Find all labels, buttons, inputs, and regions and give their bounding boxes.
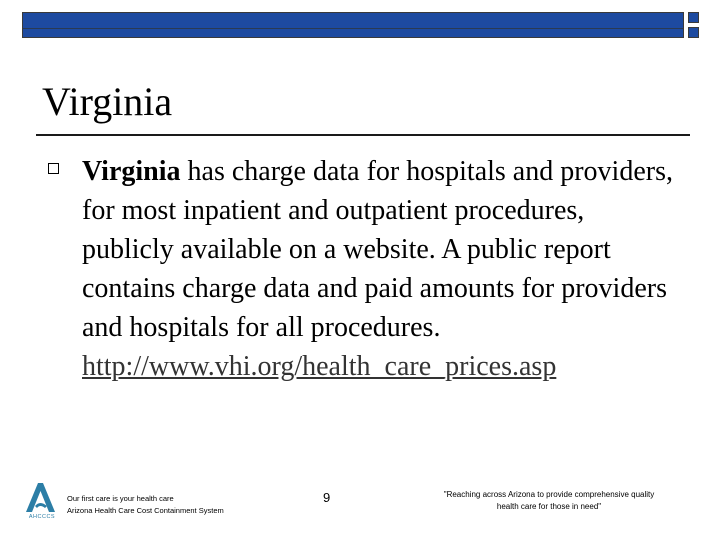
title-divider	[36, 134, 690, 136]
body-bold-lead: Virginia	[82, 156, 181, 187]
footer-left-text	[67, 493, 224, 517]
slide-body	[82, 152, 682, 386]
corner-square-top	[688, 12, 699, 23]
body-text: has charge data for hospitals and providers, for most inpatient and outpatient procedures, publicly available on a website. A public report contains charge data and paid amounts for providers and hospitals for all procedures.	[82, 156, 673, 343]
slide-title: Virginia	[42, 79, 173, 124]
footer-quote-line1: "Reaching across Arizona to provide comprehensive quality	[443, 490, 655, 499]
corner-square-bottom	[688, 27, 699, 38]
footer-organization: Arizona Health Care Cost Containment System	[67, 506, 224, 515]
vhi-link[interactable]: http://www.vhi.org/health_care_prices.asp	[82, 351, 557, 382]
footer-right-quote	[412, 489, 686, 513]
bullet-square-icon	[48, 163, 59, 174]
footer-tagline: Our first care is your health care	[67, 494, 174, 503]
page-number: 9	[323, 490, 331, 505]
top-bar-inner-line	[23, 28, 683, 29]
top-decorative-bar	[22, 12, 684, 38]
logo-caption: AHCCCS	[28, 514, 56, 520]
footer-quote-line2: health care for those in need"	[496, 502, 602, 511]
